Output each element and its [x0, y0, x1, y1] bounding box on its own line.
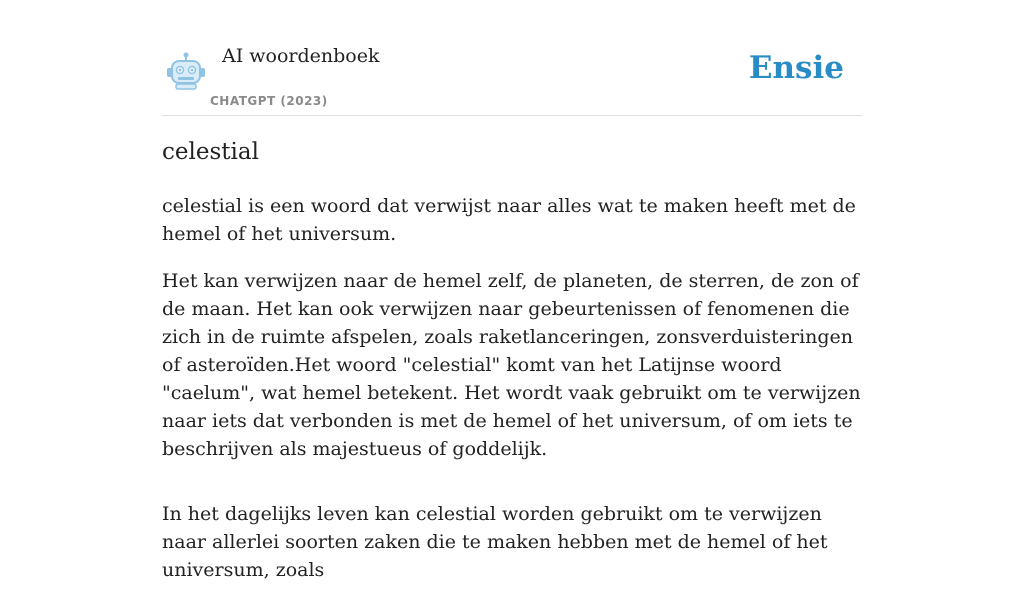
dictionary-source: CHATGPT (2023)	[210, 94, 328, 108]
entry-term: celestial	[162, 139, 259, 165]
definition-paragraph: Het kan verwijzen naar de hemel zelf, de planeten, de sterren, de zon of de maan. Het kan ook verwijzen naar gebeurtenissen of fenomenen die zich in de ruimte afspelen, zoals raketlanceringen, zonsverduisteringen of asteroïden.Het woord "celestial" komt van het Latijnse woord "caelum", wat hemel betekent. Het wordt vaak gebruikt om te verwijzen naar iets dat verbonden is met de hemel of het universum, of om iets te beschrijven als majestueus of goddelijk.	[162, 270, 861, 460]
dictionary-title[interactable]: AI woordenboek	[222, 45, 380, 67]
dictionary-header	[162, 0, 862, 116]
entry-definition	[162, 192, 862, 603]
definition-paragraph: In het dagelijks leven kan celestial worden gebruikt om te verwijzen naar allerlei soorten zaken die te maken hebben met de hemel of het universum, zoals	[162, 503, 828, 581]
definition-paragraph: celestial is een woord dat verwijst naar alles wat te maken heeft met de hemel of het universum.	[162, 195, 856, 245]
page-container	[162, 0, 862, 581]
ensie-logo[interactable]: Ensie	[748, 50, 844, 86]
robot-icon	[166, 52, 206, 90]
